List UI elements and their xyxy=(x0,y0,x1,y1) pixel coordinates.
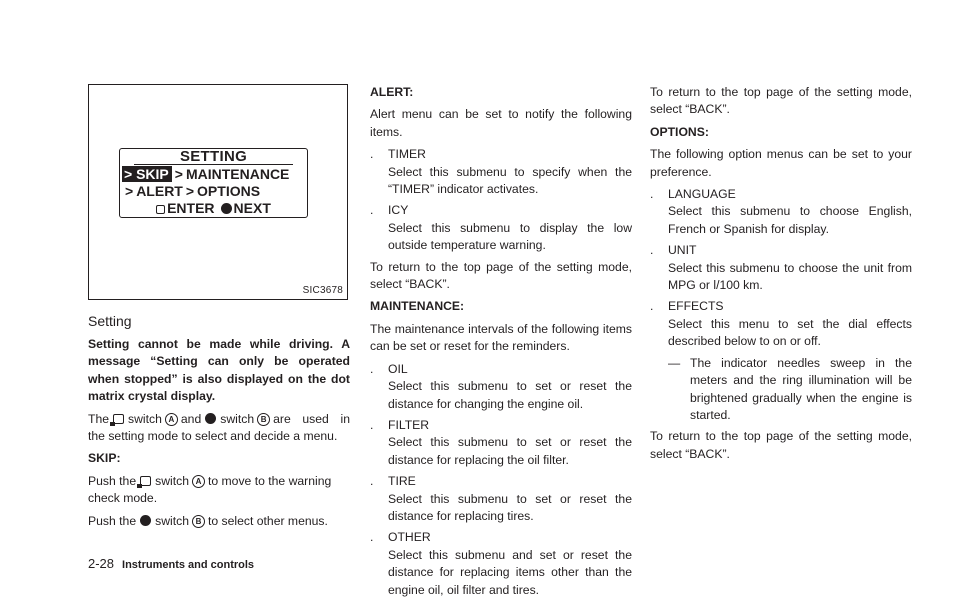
bullet-marker: . xyxy=(370,361,374,376)
maintenance-intro: The maintenance intervals of the following items can be set or reset for the reminders. xyxy=(370,321,632,354)
switch-b-marker: B xyxy=(257,413,270,426)
lcd-title: SETTING xyxy=(179,148,248,165)
setting-figure xyxy=(88,84,348,300)
switch-usage-paragraph xyxy=(88,411,350,446)
lcd-alert: ALERT xyxy=(136,183,183,199)
next-switch-icon xyxy=(140,515,151,526)
alert-back-note: To return to the top page of the setting mode, select “BACK”. xyxy=(370,259,632,292)
bullet-marker: . xyxy=(650,187,654,202)
text-fragment: switch xyxy=(128,411,162,426)
page-footer xyxy=(88,556,254,571)
chevron-right-icon: > xyxy=(185,183,195,199)
list-item-label: TIMER xyxy=(388,147,426,162)
dash-item-text: The indicator needles sweep in the meters and the ring illumination will be brightened gradually when the engine is started. xyxy=(690,355,912,422)
list-item-label: TIRE xyxy=(388,474,416,489)
list-item-desc: Select this submenu to set or reset the distance for replacing tires. xyxy=(388,491,632,523)
text-fragment: and xyxy=(180,411,202,426)
lcd-row-2 xyxy=(122,183,260,199)
page-number: 2-28 xyxy=(88,556,115,571)
lcd-row-1 xyxy=(122,166,289,182)
column-1 xyxy=(88,336,350,535)
text-fragment: Push the xyxy=(88,473,137,488)
enter-switch-icon xyxy=(140,476,151,486)
alert-heading: ALERT: xyxy=(370,85,414,99)
enter-switch-icon xyxy=(156,205,165,214)
list-item-label: OTHER xyxy=(388,530,431,545)
list-item xyxy=(370,361,632,413)
list-item-label: OIL xyxy=(388,361,408,376)
maintenance-back-note: To return to the top page of the setting mode, select “BACK”. xyxy=(650,85,912,117)
bullet-marker: . xyxy=(370,530,374,545)
bullet-marker: . xyxy=(370,417,374,432)
column-2 xyxy=(370,84,632,603)
lcd-display xyxy=(119,148,308,218)
driving-warning: Setting cannot be made while driving. A message “Setting can only be operated when stopped” is also displayed on the dot matrix crystal display. xyxy=(88,337,350,404)
text-fragment: to move to the warning check mode. xyxy=(88,473,332,506)
list-item-label: UNIT xyxy=(668,243,697,258)
next-switch-icon xyxy=(205,413,216,424)
text-fragment: Push the xyxy=(88,513,137,528)
text-fragment: The xyxy=(88,411,110,426)
switch-a-marker: A xyxy=(192,475,205,488)
list-item-label: LANGUAGE xyxy=(668,187,736,202)
alert-intro: Alert menu can be set to notify the following items. xyxy=(370,107,632,139)
text-fragment: are used in the setting mode to select and decide a menu. xyxy=(88,411,350,444)
figure-code: SIC3678 xyxy=(302,285,343,296)
lcd-options: OPTIONS xyxy=(197,183,261,199)
chevron-right-icon: > xyxy=(125,183,134,199)
footer-section-title: Instruments and controls xyxy=(122,559,255,571)
skip-paragraph-2 xyxy=(88,513,350,530)
switch-b-marker: B xyxy=(192,515,205,528)
text-fragment: switch xyxy=(220,411,255,426)
list-item xyxy=(650,298,912,350)
list-item-desc: Select this submenu to choose English, French or Spanish for display. xyxy=(668,204,912,236)
bullet-marker: . xyxy=(370,203,374,218)
list-item xyxy=(370,202,632,254)
text-fragment: to select other menus. xyxy=(207,513,328,528)
skip-paragraph-1 xyxy=(88,473,350,508)
list-item-desc: Select this submenu to set or reset the distance for replacing the oil filter. xyxy=(388,435,632,467)
list-item-label: EFFECTS xyxy=(668,299,724,314)
bullet-marker: . xyxy=(650,243,654,258)
list-item xyxy=(650,186,912,238)
skip-heading: SKIP: xyxy=(88,451,121,466)
dash-marker: — xyxy=(668,355,681,370)
options-back-note: To return to the top page of the setting mode, select “BACK”. xyxy=(650,429,912,461)
bullet-marker: . xyxy=(650,299,654,314)
list-item-desc: Select this menu to set the dial effects described below to on or off. xyxy=(668,316,912,349)
next-switch-icon xyxy=(221,203,232,214)
lcd-row-3 xyxy=(120,200,307,216)
text-fragment: switch xyxy=(155,473,189,488)
lcd-next: NEXT xyxy=(233,200,271,216)
list-item-desc: Select this submenu to display the low outside temperature warning. xyxy=(388,220,632,253)
list-item xyxy=(370,529,632,599)
lcd-maintenance: MAINTENANCE xyxy=(185,166,290,182)
list-item-desc: Select this submenu to specify when the “TIMER” indicator activates. xyxy=(388,164,632,197)
section-heading: Setting xyxy=(88,313,132,329)
bullet-marker: . xyxy=(370,147,374,162)
text-fragment: switch xyxy=(155,513,189,528)
options-heading: OPTIONS: xyxy=(650,124,709,139)
list-item-label: FILTER xyxy=(388,417,430,432)
options-intro: The following option menus can be set to your preference. xyxy=(650,147,912,179)
maintenance-heading: MAINTENANCE: xyxy=(370,299,465,314)
column-3 xyxy=(650,84,912,468)
list-item-desc: Select this submenu to choose the unit from MPG or l/100 km. xyxy=(668,260,912,293)
lcd-skip-highlight: > SKIP xyxy=(122,166,172,182)
chevron-right-icon: > xyxy=(174,166,183,182)
lcd-title-rule xyxy=(134,164,293,165)
bullet-marker: . xyxy=(370,474,374,489)
list-item-desc: Select this submenu and set or reset the distance for replacing items other than the engine oil, oil filter and tires. xyxy=(388,547,632,597)
switch-a-marker: A xyxy=(165,413,178,426)
lcd-enter: ENTER xyxy=(167,200,215,216)
list-item xyxy=(370,473,632,525)
lcd-skip: SKIP xyxy=(136,166,169,182)
list-item-label: ICY xyxy=(388,203,409,218)
list-item xyxy=(650,242,912,294)
list-item xyxy=(370,146,632,198)
list-item xyxy=(370,417,632,469)
list-item-desc: Select this submenu to set or reset the distance for changing the engine oil. xyxy=(388,379,632,411)
dash-item xyxy=(650,355,912,425)
enter-switch-icon xyxy=(113,414,124,424)
